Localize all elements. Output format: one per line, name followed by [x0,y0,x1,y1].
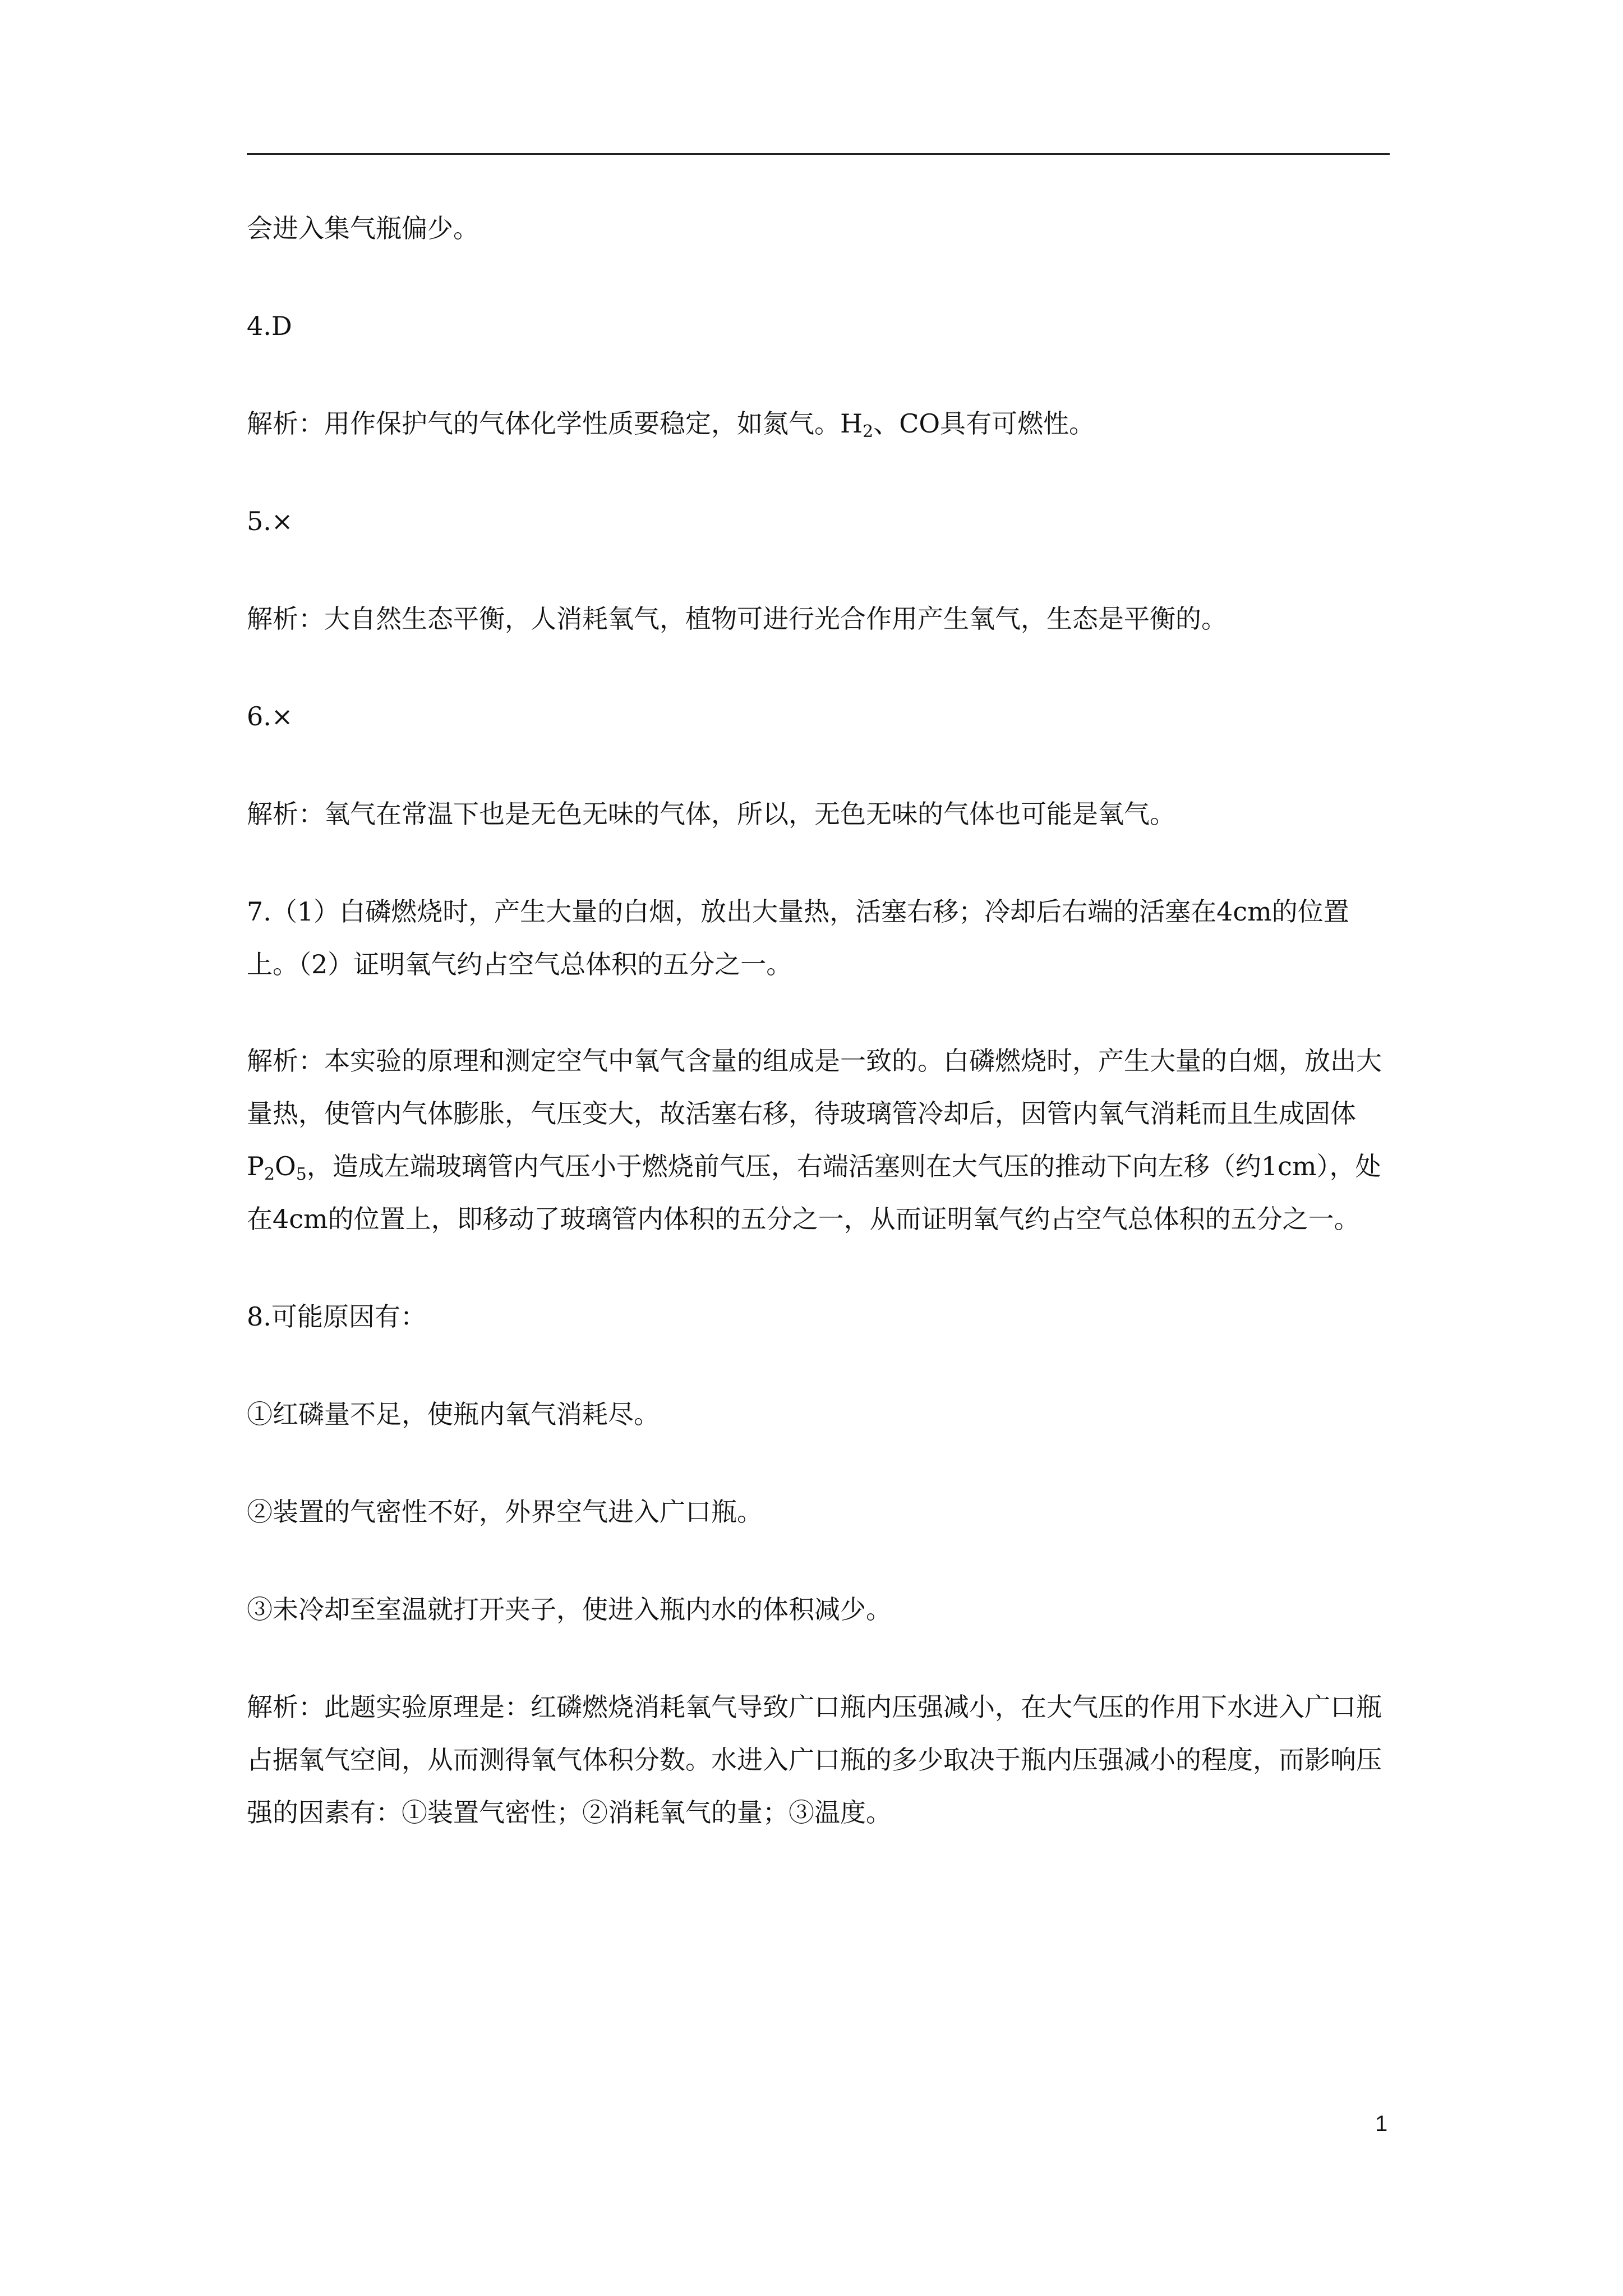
q8-reason-2: ②装置的气密性不好，外界空气进入广口瓶。 [247,1497,763,1527]
q6-analysis: 解析：氧气在常温下也是无色无味的气体，所以，无色无味的气体也可能是氧气。 [247,799,1175,829]
page-number: 1 [1375,2111,1388,2136]
answer-content [247,202,1391,1839]
q6-answer: 6.× [247,701,293,731]
q8-analysis: 解析：此题实验原理是：红磷燃烧消耗氧气导致广口瓶内压强减小，在大气压的作用下水进入广口瓶占据氧气空间，从而测得氧气体积分数。水进入广口瓶的多少取决于瓶内压强减小的程度，而影响压强的因素有：①装置气密性；②消耗氧气的量；③温度。 [247,1692,1382,1828]
q4-analysis: 解析：用作保护气的气体化学性质要稳定，如氮气。$H_2$、CO具有可燃性。 [247,408,1095,441]
q8-answer: 8.可能原因有： [247,1301,426,1332]
q7-answer: 7.（1）白磷燃烧时，产生大量的白烟，放出大量热，活塞右移；冷却后右端的活塞在4cm的位置上。（2）证明氧气约占空气总体积的五分之一。 [247,896,1349,979]
q8-reason-1: ①红磷量不足，使瓶内氧气消耗尽。 [247,1399,660,1429]
continued-text: 会进入集气瓶偏少。 [247,213,479,243]
q5-answer: 5.× [247,506,293,536]
q7-analysis: 解析：本实验的原理和测定空气中氧气含量的组成是一致的。白磷燃烧时，产生大量的白烟，放出大量热，使管内气体膨胀，气压变大，故活塞右移，待玻璃管冷却后，因管内氧气消耗而且生成固体$P_2O_5$，造成左端玻璃管内气压小于燃烧前气压，右端活塞则在大气压的推动下向左移（约1cm），处在4cm的位置上，即移动了玻璃管内体积的五分之一，从而证明氧气约占空气总体积的五分之一。 [247,1046,1382,1234]
q4-answer: 4.D [247,311,292,341]
q8-reason-3: ③未冷却至室温就打开夹子，使进入瓶内水的体积减少。 [247,1594,892,1625]
q5-analysis: 解析：大自然生态平衡，人消耗氧气，植物可进行光合作用产生氧气，生态是平衡的。 [247,604,1227,634]
header-rule [247,153,1390,155]
